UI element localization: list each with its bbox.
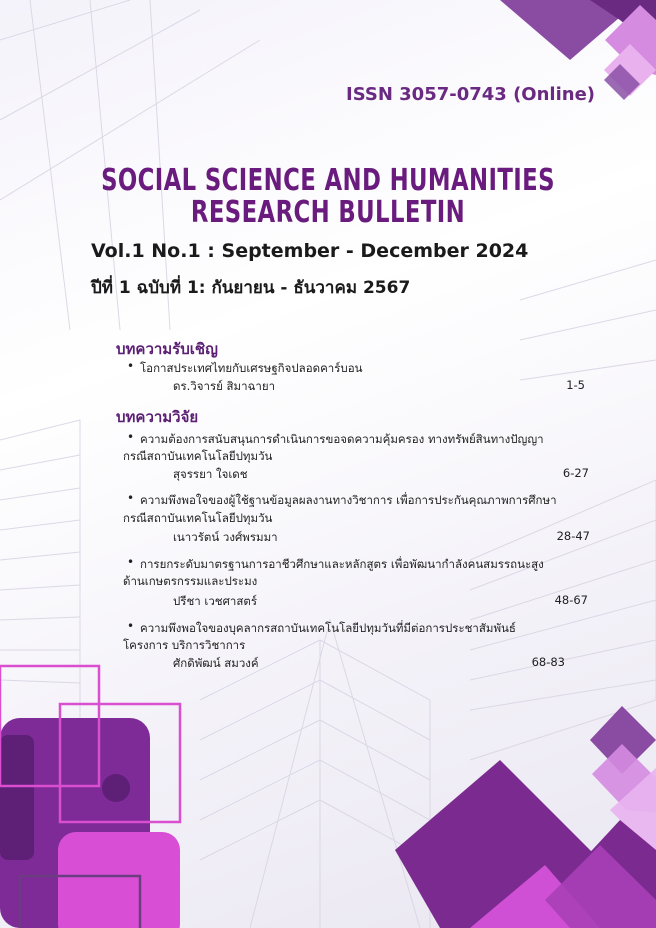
volume-english: Vol.1 No.1 : September - December 2024 (91, 240, 529, 262)
bullet-icon: • (127, 555, 135, 569)
bottom-left-dark-bar (0, 735, 34, 860)
bottom-left-magenta-block (58, 832, 180, 928)
bullet-icon: • (127, 491, 135, 505)
article-1-author: ดร.วิจารย์ สิมาฉายา (173, 379, 276, 393)
journal-title-line-1: SOCIAL SCIENCE AND HUMANITIES (101, 163, 555, 198)
article-2-title-line-2: กรณีสถาบันเทคโนโลยีปทุมวัน (123, 449, 273, 463)
article-5-title-line-1: • ความพึงพอใจของบุคลากรสถาบันเทคโนโลยีปทุมวันที่มีต่อการประชาสัมพันธ์ (127, 619, 516, 635)
article-5-title-line-2: โครงการ บริการวิชาการ (123, 638, 246, 652)
article-1-title: • โอกาสประเทศไทยกับเศรษฐกิจปลอดคาร์บอน (127, 359, 363, 375)
article-3-author: เนาวรัตน์ วงศ์พรมมา (173, 530, 278, 544)
article-1-pages: 1-5 (566, 378, 585, 392)
section-heading-research: บทความวิจัย (116, 408, 199, 426)
bullet-icon: • (127, 619, 135, 633)
article-3-title-line-2: กรณีสถาบันเทคโนโลยีปทุมวัน (123, 511, 273, 525)
article-4-pages: 48-67 (554, 593, 588, 607)
bullet-icon: • (127, 430, 135, 444)
article-4-title-line-2: ด้านเกษตรกรรมและประมง (123, 574, 258, 588)
volume-thai: ปีที่ 1 ฉบับที่ 1: กันยายน - ธันวาคม 2567 (91, 278, 411, 298)
article-2-author: สุจรรยา ใจเดช (173, 467, 248, 481)
article-4-author: ปรีชา เวชศาสตร์ (173, 594, 258, 608)
article-3-pages: 28-47 (556, 529, 590, 543)
bullet-icon: • (127, 359, 135, 373)
article-2-title-line-1: • ความต้องการสนับสนุนการดำเนินการขอจดความคุ้มครอง ทางทรัพย์สินทางปัญญา (127, 430, 544, 446)
bottom-left-circle (102, 774, 130, 802)
issn: ISSN 3057-0743 (Online) (346, 84, 596, 105)
section-heading-invited: บทความรับเชิญ (116, 340, 218, 358)
article-3-title-line-1: • ความพึงพอใจของผู้ใช้ฐานข้อมูลผลงานทางวิชาการ เพื่อการประกันคุณภาพการศึกษา (127, 491, 557, 507)
article-5-pages: 68-83 (531, 655, 565, 669)
article-4-title-line-1: • การยกระดับมาตรฐานการอาชีวศึกษาและหลักสูตร เพื่อพัฒนากำลังคนสมรรถนะสูง (127, 555, 544, 571)
journal-title-line-2: RESEARCH BULLETIN (190, 195, 466, 230)
article-2-pages: 6-27 (562, 466, 589, 480)
article-5-author: ศักดิพัฒน์ สมวงค์ (173, 656, 259, 670)
